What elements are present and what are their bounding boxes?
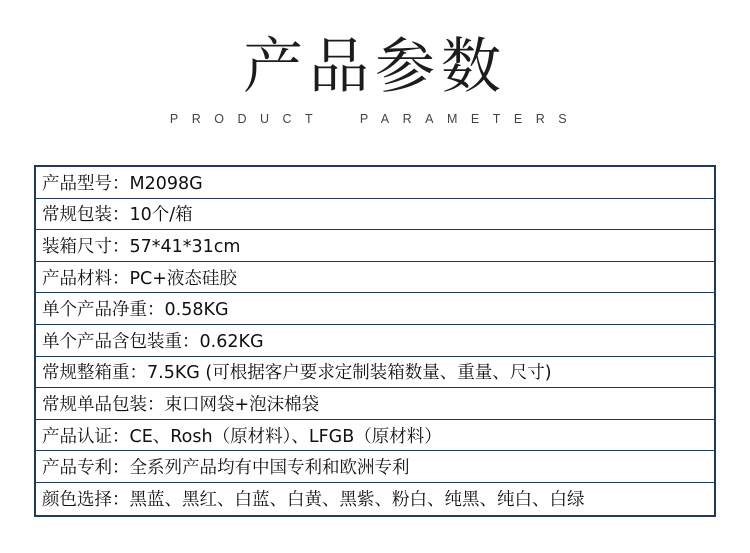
- param-row-patent: 产品专利：全系列产品均有中国专利和欧洲专利: [36, 451, 714, 483]
- param-row-material: 产品材料：PC+液态硅胶: [36, 262, 714, 294]
- page-subtitle: PRODUCT PARAMETERS: [169, 112, 581, 126]
- param-row-packaging: 常规包装：10个/箱: [36, 199, 714, 231]
- page-title: 产品参数: [243, 32, 507, 102]
- param-row-unit-packaging: 常规单品包装：束口网袋+泡沫棉袋: [36, 388, 714, 420]
- param-row-colors: 颜色选择：黑蓝、黑红、白蓝、白黄、黑紫、粉白、纯黑、纯白、白绿: [42, 490, 585, 511]
- param-row-net-weight: 单个产品净重：0.58KG: [36, 293, 714, 325]
- parameters-table: [34, 165, 716, 517]
- param-row-gross-weight: 单个产品含包装重：0.62KG: [36, 325, 714, 357]
- param-row-certification: 产品认证：CE、Rosh（原材料）、LFGB（原材料）: [36, 420, 714, 452]
- param-row-model: 产品型号：M2098G: [36, 167, 714, 199]
- param-row-carton-size: 装箱尺寸：57*41*31cm: [36, 230, 714, 262]
- param-row-carton-weight: 常规整箱重：7.5KG (可根据客户要求定制装箱数量、重量、尺寸): [36, 357, 714, 389]
